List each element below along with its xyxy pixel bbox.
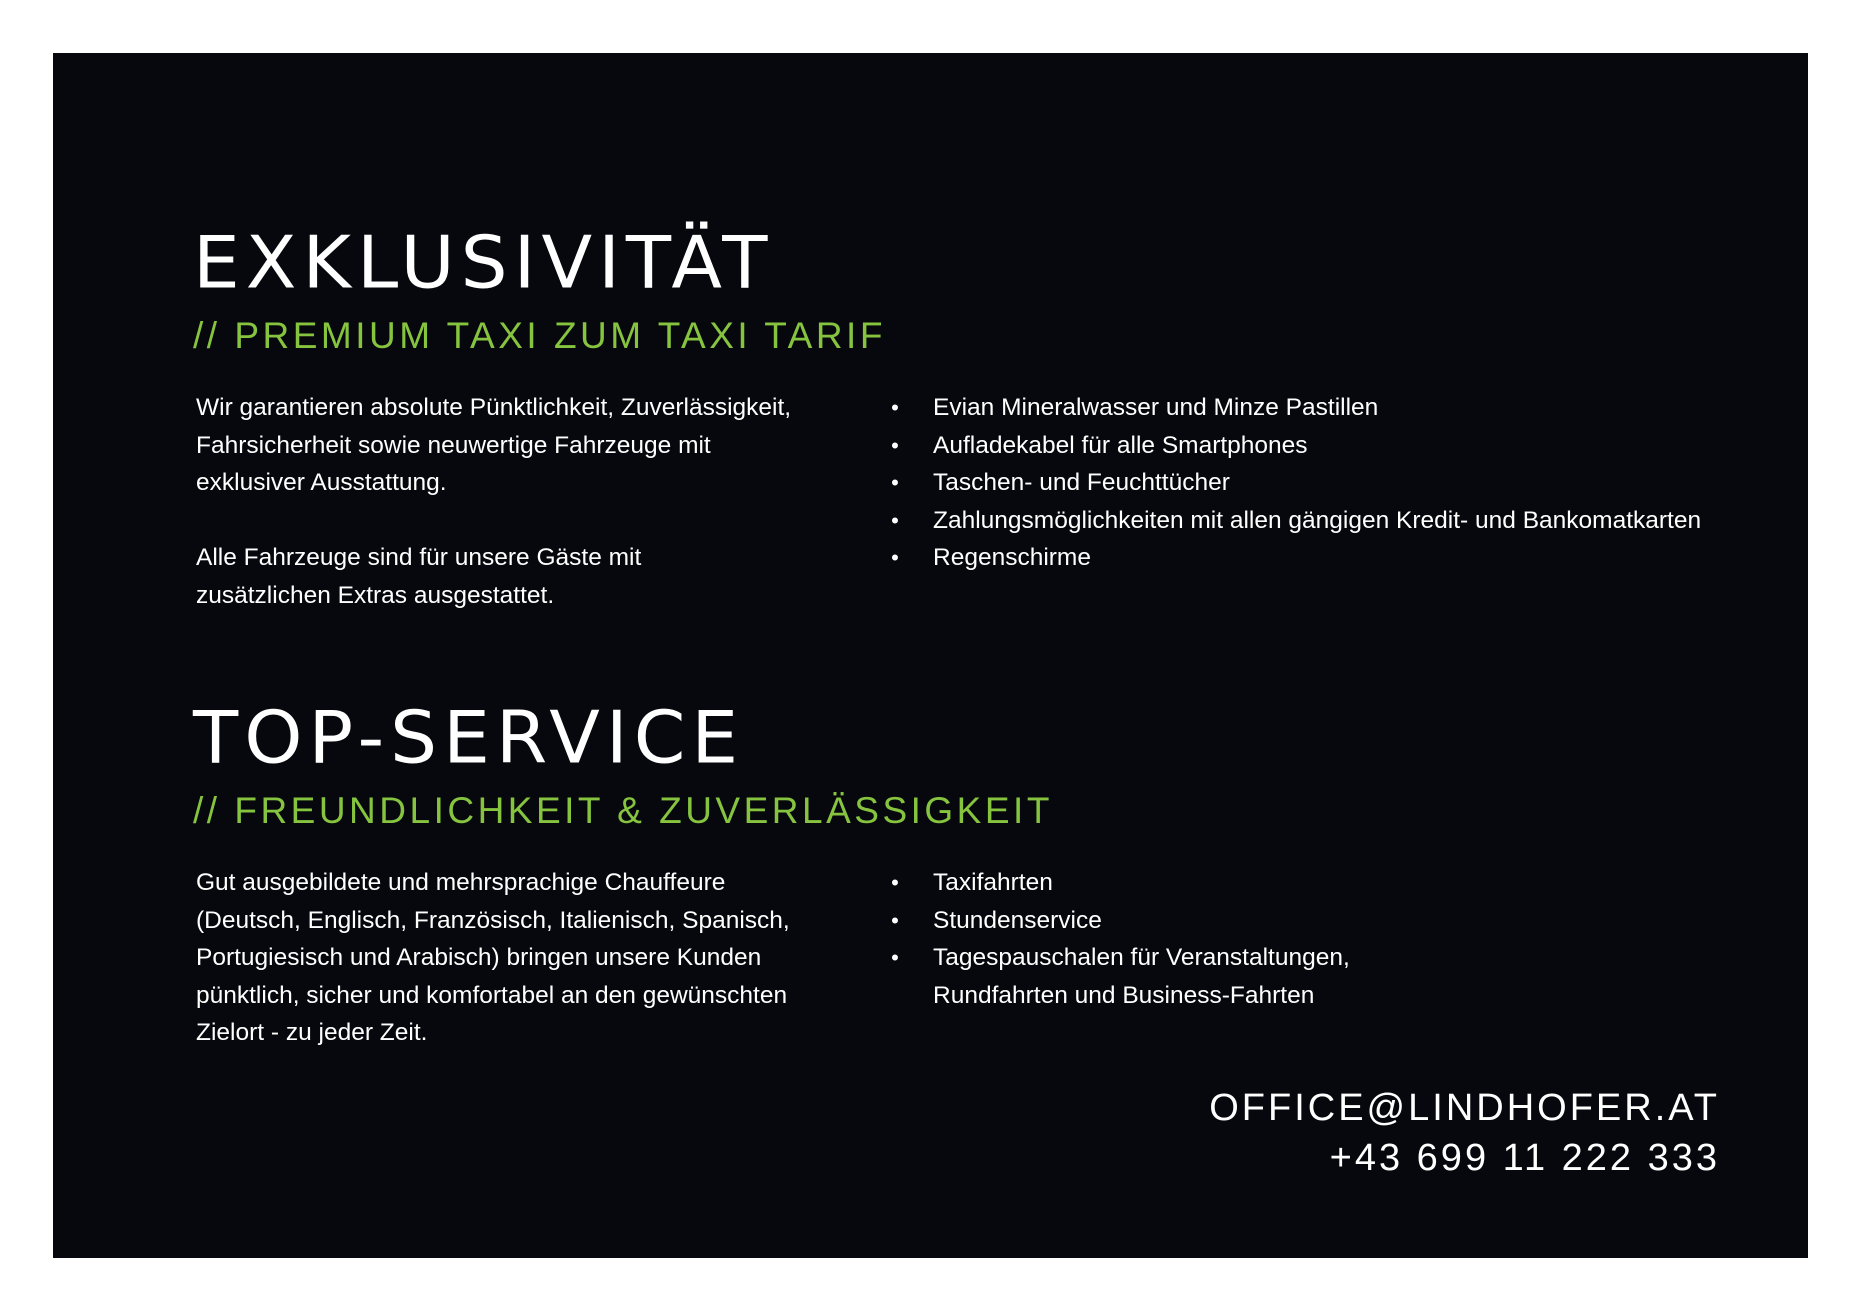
- list-item: • Stundenservice: [933, 902, 1773, 940]
- list-item: • Taschen- und Feuchttücher: [933, 464, 1773, 502]
- bullet-icon: •: [891, 507, 899, 533]
- section-subheading: // PREMIUM TAXI ZUM TAXI TARIF: [193, 315, 886, 356]
- section-heading: EXKLUSIVITÄT: [193, 221, 774, 306]
- contact-block: [1209, 1083, 1720, 1183]
- paragraph: Wir garantieren absolute Pünktlichkeit, Zuverlässigkeit, Fahrsicherheit sowie neuwertige Fahrzeuge mit exklusiver Ausstattung.: [196, 394, 792, 496]
- bullet-icon: •: [891, 870, 899, 895]
- list-item: • Zahlungsmöglichkeiten mit allen gängigen Kredit- und Bankomatkarten: [933, 502, 1773, 540]
- section-heading: TOP-SERVICE: [193, 696, 745, 781]
- list-item: • Taxifahrten: [933, 864, 1773, 902]
- bullet-icon: •: [891, 395, 899, 420]
- paragraph: Alle Fahrzeuge sind für unsere Gäste mit zusätzlichen Extras ausgestattet.: [196, 544, 642, 609]
- list-item: • Regenschirme: [933, 539, 1773, 577]
- service-list: [891, 864, 1773, 1014]
- section-subheading: // FREUNDLICHKEIT & ZUVERLÄSSIGKEIT: [193, 790, 1053, 831]
- email-link[interactable]: OFFICE@LINDHOFER.AT: [1209, 1087, 1720, 1129]
- section-exklusivitaet: [193, 223, 1753, 629]
- bullet-icon: •: [891, 907, 899, 933]
- section-top-service: [193, 698, 1753, 1104]
- paragraph: Gut ausgebildete und mehrsprachige Chauffeure (Deutsch, Englisch, Französisch, Italienisch, Spanisch, Portugiesisch und Arabisch) bringen unsere Kunden pünktlich, sicher und komfortabel an den gewünschten Zielort - zu jeder Zeit.: [196, 869, 790, 1046]
- flyer-card: [53, 53, 1808, 1258]
- bullet-icon: •: [891, 945, 899, 970]
- description: [196, 864, 836, 1052]
- bullet-icon: •: [891, 545, 899, 570]
- bullet-icon: •: [891, 470, 899, 495]
- list-item: • Tagespauschalen für Veranstaltungen, Rundfahrten und Business-Fahrten: [933, 939, 1403, 1014]
- list-item: • Aufladekabel für alle Smartphones: [933, 427, 1773, 465]
- description: [196, 389, 836, 614]
- bullet-icon: •: [891, 432, 899, 458]
- phone-link[interactable]: +43 699 11 222 333: [1329, 1137, 1720, 1179]
- feature-list: [891, 389, 1773, 577]
- list-item: • Evian Mineralwasser und Minze Pastillen: [933, 389, 1773, 427]
